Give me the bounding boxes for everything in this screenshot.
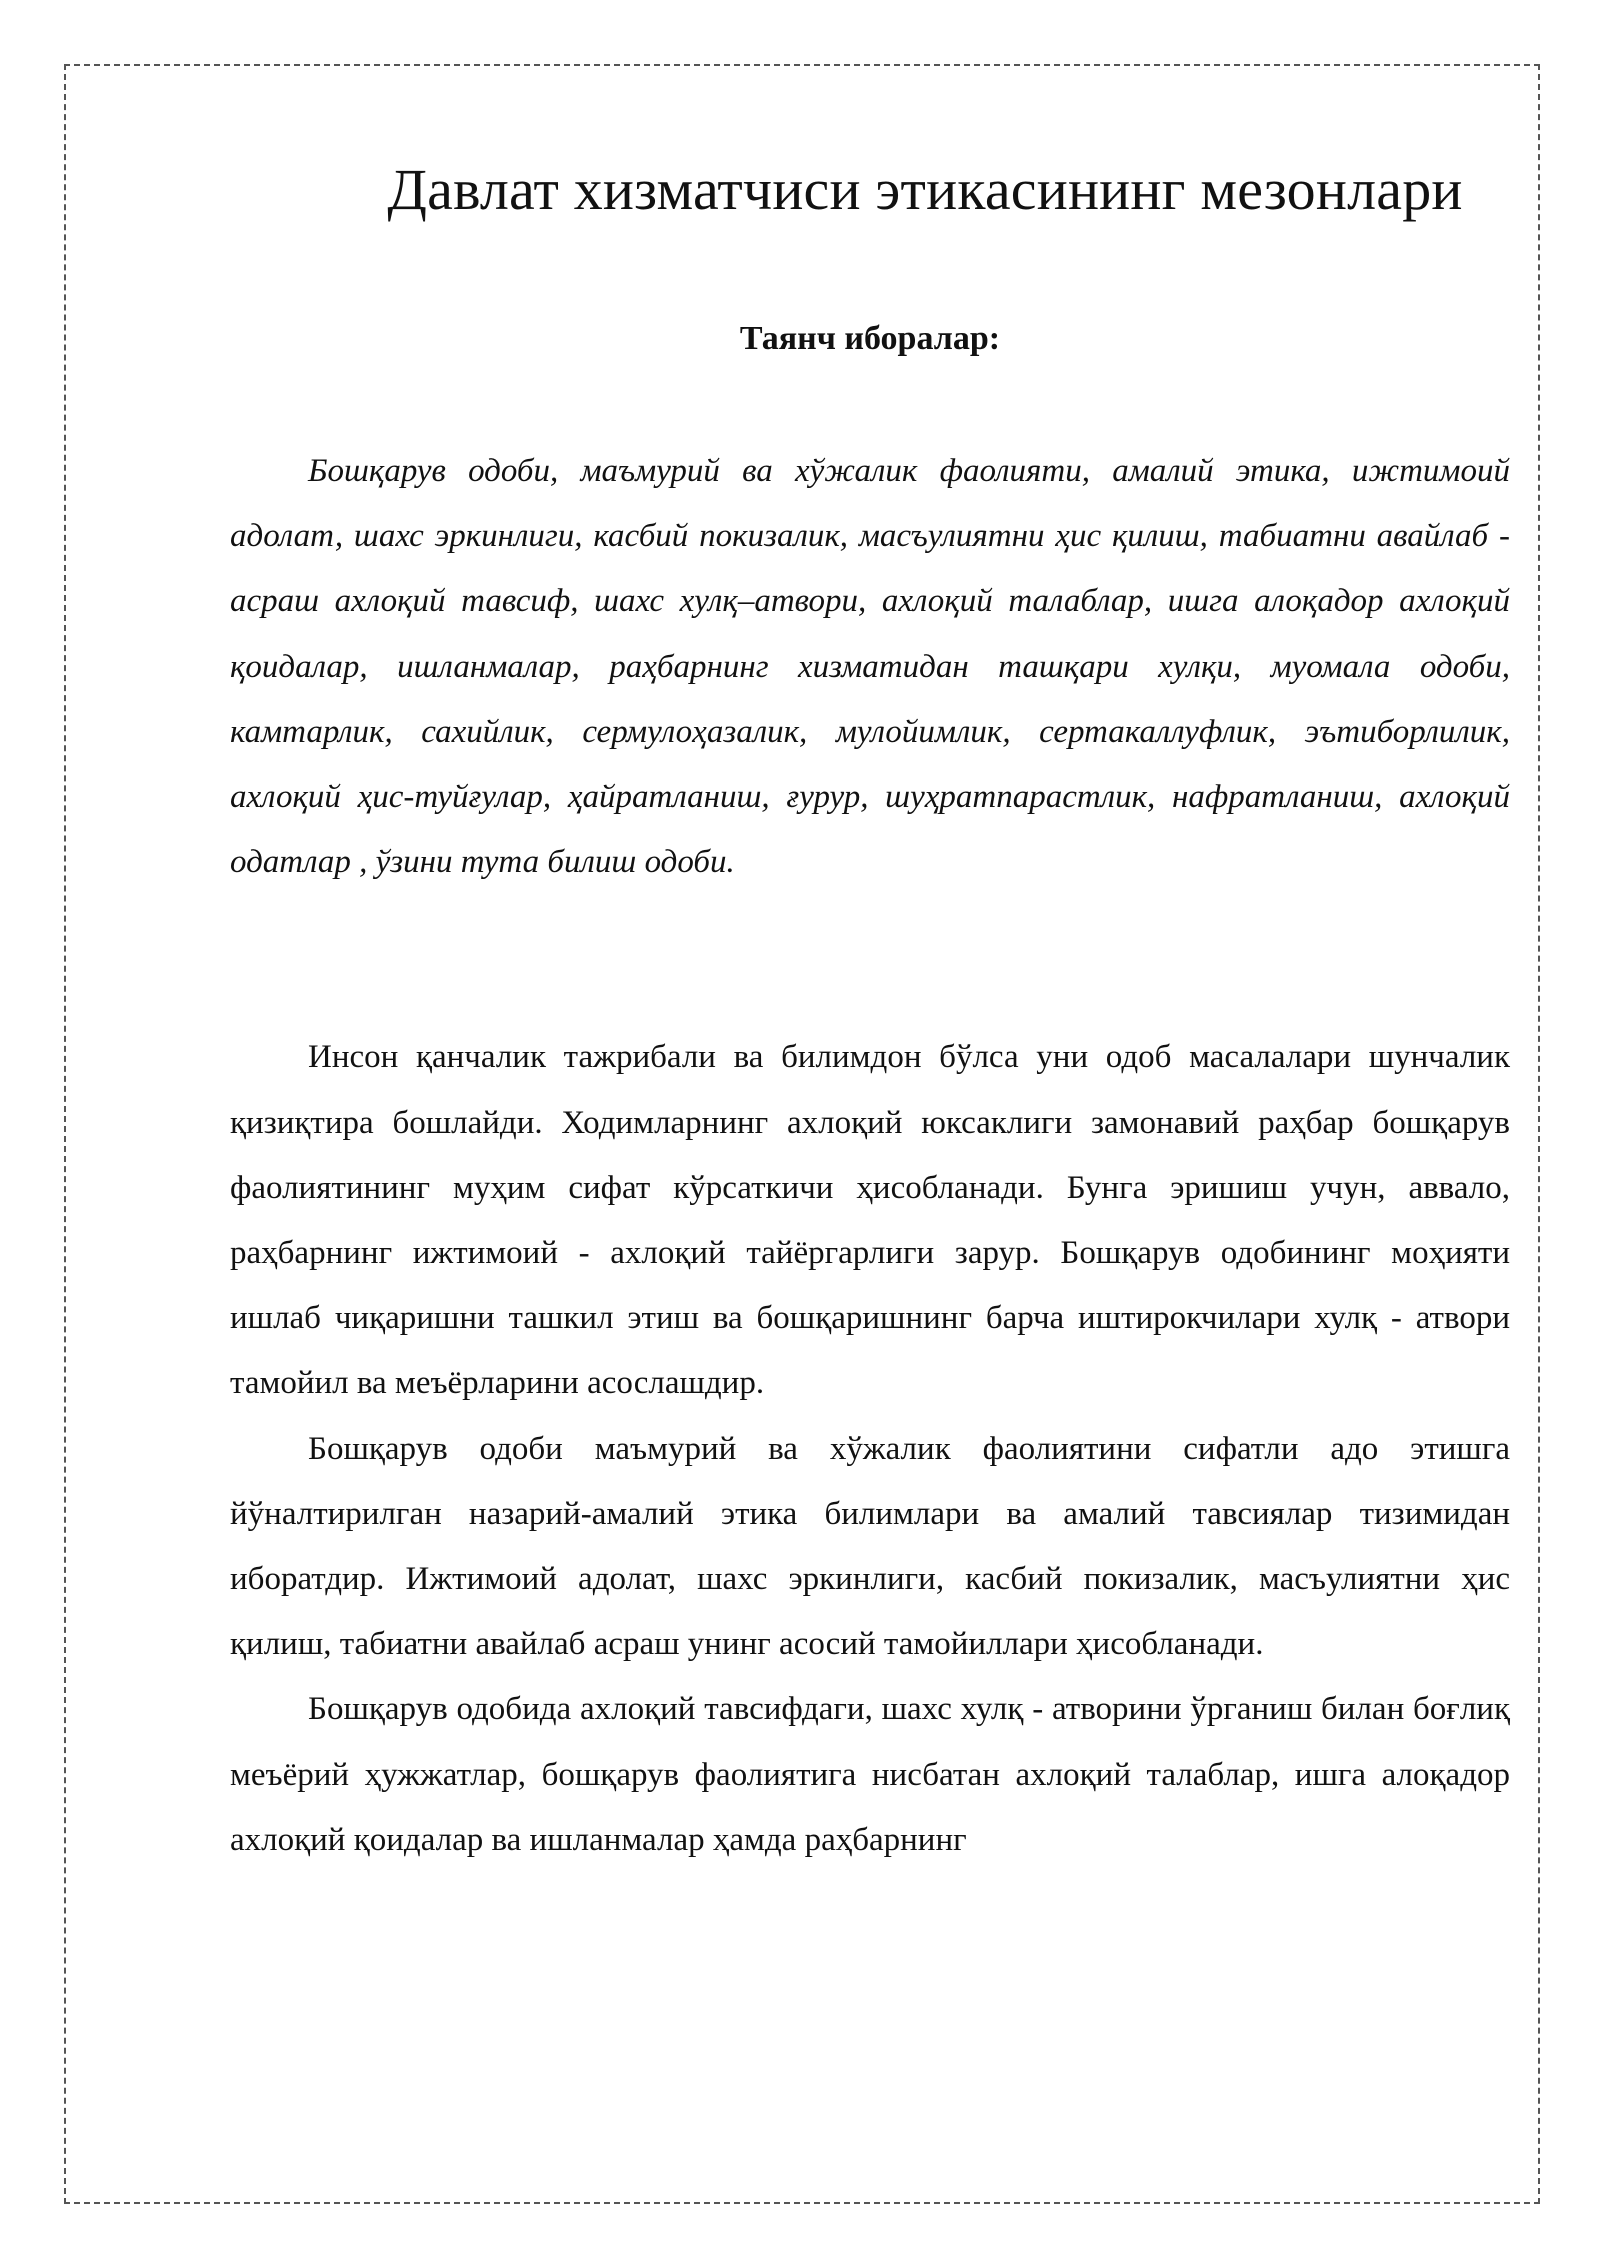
document-body [230, 150, 1510, 1873]
keywords-heading: Таянч иборалар: [739, 320, 1001, 357]
body-paragraph-3: Бошқарув одобида ахлоқий тавсифдаги, шахс хулқ - атворини ўрганиш билан боғлиқ меъёрий ҳужжатлар, бошқарув фаолиятига нисбатан ахлоқий талаблар, ишга алоқадор ахлоқий қоидалар ва ишланмалар ҳамда раҳбарнинг [230, 1691, 1510, 1858]
body-paragraph-2: Бошқарув одоби маъмурий ва хўжалик фаолиятини сифатли адо этишга йўналтирилган назарий-амалий этика билимлари ва амалий тавсиялар тизимидан иборатдир. Ижтимоий адолат, шахс эркинлиги, касбий покизалик, масъулиятни ҳис қилиш, табиатни авайлаб асраш унинг асосий тамойиллари ҳисобланади. [230, 1430, 1510, 1663]
keywords-paragraph: Бошқарув одоби, маъмурий ва хўжалик фаолияти, амалий этика, ижтимоий адолат, шахс эркинлиги, касбий покизалик, масъулиятни ҳис қилиш, табиатни авайлаб - асраш ахлоқий тавсиф, шахс хулқ–атвори, ахлоқий талаблар, ишга алоқадор ахлоқий қоидалар, ишланмалар, раҳбарнинг хизматидан ташқари хулқи, муомала одоби, камтарлик, сахийлик, сермулоҳазалик, мулойимлик, сертакаллуфлик, эътиборлилик, ахлоқий ҳис-туйғулар, ҳайратланиш, ғурур, шуҳратпарастлик, нафратланиш, ахлоқий одатлар , ўзини тута билиш одоби. [230, 453, 1510, 881]
body-paragraph-1: Инсон қанчалик тажрибали ва билимдон бўлса уни одоб масалалари шунчалик қизиқтира бошлайди. Ходимларнинг ахлоқий юксаклиги замонавий раҳбар бошқарув фаолиятининг муҳим сифат кўрсаткичи ҳисобланади. Бунга эришиш учун, аввало, раҳбарнинг ижтимоий - ахлоқий тайёргарлиги зарур. Бошқарув одобининг моҳияти ишлаб чиқаришни ташкил этиш ва бошқаришнинг барча иштирокчилари хулқ - атвори тамойил ва меъёрларини асослашдир. [230, 1039, 1510, 1402]
document-title: Давлат хизматчиси этикасининг мезонлари [387, 157, 1463, 222]
